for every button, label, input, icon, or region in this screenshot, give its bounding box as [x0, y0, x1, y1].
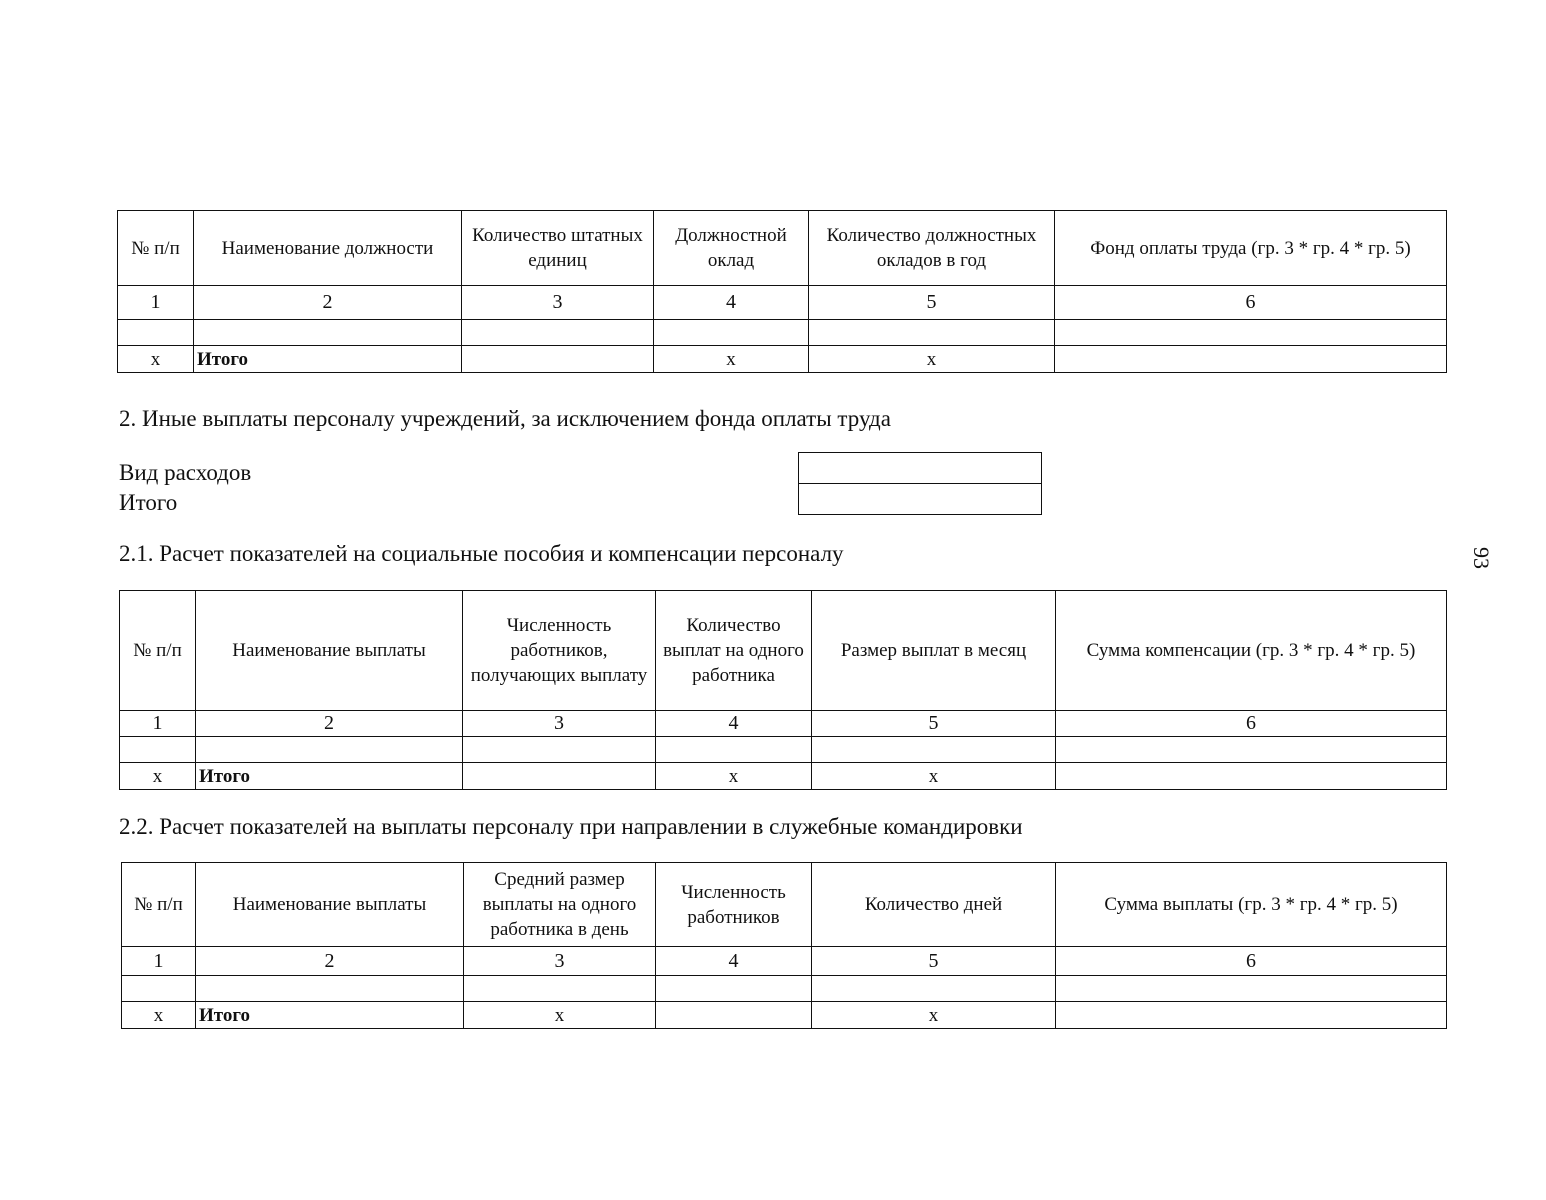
number-cell: 5: [812, 711, 1056, 737]
vid-input-box: [798, 452, 1042, 515]
empty-cell: [120, 737, 196, 763]
number-cell: 6: [1055, 286, 1447, 320]
total-label: Итого: [194, 346, 462, 373]
header-cell: Количество должностных окладов в год: [809, 211, 1055, 286]
number-cell: 2: [196, 711, 463, 737]
header-cell: Должностной оклад: [654, 211, 809, 286]
total-cell: х: [464, 1002, 656, 1029]
table-total-row: [120, 763, 1447, 790]
table-total-row: [118, 346, 1447, 373]
number-cell: 2: [194, 286, 462, 320]
total-cell: [463, 763, 656, 790]
header-cell: Численность работников, получающих выплату: [463, 591, 656, 711]
section-22-heading: 2.2. Расчет показателей на выплаты персоналу при направлении в служебные командировки: [119, 814, 1023, 839]
total-cell: х: [118, 346, 194, 373]
header-cell: Размер выплат в месяц: [812, 591, 1056, 711]
empty-cell: [1056, 976, 1447, 1002]
total-label: Итого: [196, 763, 463, 790]
total-label: Итого: [196, 1002, 464, 1029]
table-header-row: [122, 863, 1447, 947]
empty-cell: [654, 320, 809, 346]
total-cell: х: [812, 1002, 1056, 1029]
header-cell: № п/п: [122, 863, 196, 947]
empty-cell: [812, 737, 1056, 763]
empty-cell: [1055, 320, 1447, 346]
table-row: [122, 976, 1447, 1002]
table-header-row: [118, 211, 1447, 286]
total-cell: х: [120, 763, 196, 790]
social-benefits-table: [119, 590, 1447, 790]
header-cell: Фонд оплаты труда (гр. 3 * гр. 4 * гр. 5): [1055, 211, 1447, 286]
header-cell: Наименование выплаты: [196, 591, 463, 711]
header-cell: Наименование выплаты: [196, 863, 464, 947]
number-cell: 3: [464, 947, 656, 976]
total-cell: х: [654, 346, 809, 373]
vid-cell: [799, 453, 1042, 484]
number-cell: 6: [1056, 711, 1447, 737]
header-cell: Наименование должности: [194, 211, 462, 286]
table-number-row: [120, 711, 1447, 737]
section-2-heading: 2. Иные выплаты персоналу учреждений, за исключением фонда оплаты труда: [119, 406, 891, 431]
header-cell: Сумма выплаты (гр. 3 * гр. 4 * гр. 5): [1056, 863, 1447, 947]
page-number: 93: [1469, 547, 1494, 569]
header-cell: № п/п: [120, 591, 196, 711]
business-trip-table: [121, 862, 1447, 1029]
number-cell: 3: [463, 711, 656, 737]
empty-cell: [464, 976, 656, 1002]
empty-cell: [809, 320, 1055, 346]
header-cell: Количество дней: [812, 863, 1056, 947]
table-total-row: [122, 1002, 1447, 1029]
itogo-cell: [799, 484, 1042, 515]
total-cell: х: [812, 763, 1056, 790]
empty-cell: [118, 320, 194, 346]
total-cell: [462, 346, 654, 373]
total-cell: [1055, 346, 1447, 373]
total-cell: [1056, 1002, 1447, 1029]
empty-cell: [812, 976, 1056, 1002]
empty-cell: [196, 976, 464, 1002]
number-cell: 4: [654, 286, 809, 320]
header-cell: № п/п: [118, 211, 194, 286]
table-row: [118, 320, 1447, 346]
header-cell: Сумма компенсации (гр. 3 * гр. 4 * гр. 5): [1056, 591, 1447, 711]
empty-cell: [462, 320, 654, 346]
empty-cell: [1056, 737, 1447, 763]
table-number-row: [122, 947, 1447, 976]
header-cell: Численность работников: [656, 863, 812, 947]
empty-cell: [656, 976, 812, 1002]
number-cell: 1: [120, 711, 196, 737]
number-cell: 6: [1056, 947, 1447, 976]
total-cell: х: [809, 346, 1055, 373]
number-cell: 5: [809, 286, 1055, 320]
header-cell: Количество выплат на одного работника: [656, 591, 812, 711]
empty-cell: [656, 737, 812, 763]
empty-cell: [194, 320, 462, 346]
total-cell: х: [656, 763, 812, 790]
number-cell: 2: [196, 947, 464, 976]
header-cell: Количество штатных единиц: [462, 211, 654, 286]
total-cell: [656, 1002, 812, 1029]
table-row: [120, 737, 1447, 763]
number-cell: 1: [122, 947, 196, 976]
number-cell: 3: [462, 286, 654, 320]
empty-cell: [196, 737, 463, 763]
total-cell: х: [122, 1002, 196, 1029]
total-cell: [1056, 763, 1447, 790]
empty-cell: [122, 976, 196, 1002]
vid-label: Вид расходов: [119, 460, 252, 485]
section-21-heading: 2.1. Расчет показателей на социальные пособия и компенсации персоналу: [119, 541, 844, 566]
empty-cell: [463, 737, 656, 763]
table-number-row: [118, 286, 1447, 320]
number-cell: 1: [118, 286, 194, 320]
itogo-label: Итого: [119, 490, 178, 515]
header-cell: Средний размер выплаты на одного работника в день: [464, 863, 656, 947]
number-cell: 4: [656, 947, 812, 976]
number-cell: 4: [656, 711, 812, 737]
table-header-row: [120, 591, 1447, 711]
payroll-table: [117, 210, 1447, 373]
number-cell: 5: [812, 947, 1056, 976]
